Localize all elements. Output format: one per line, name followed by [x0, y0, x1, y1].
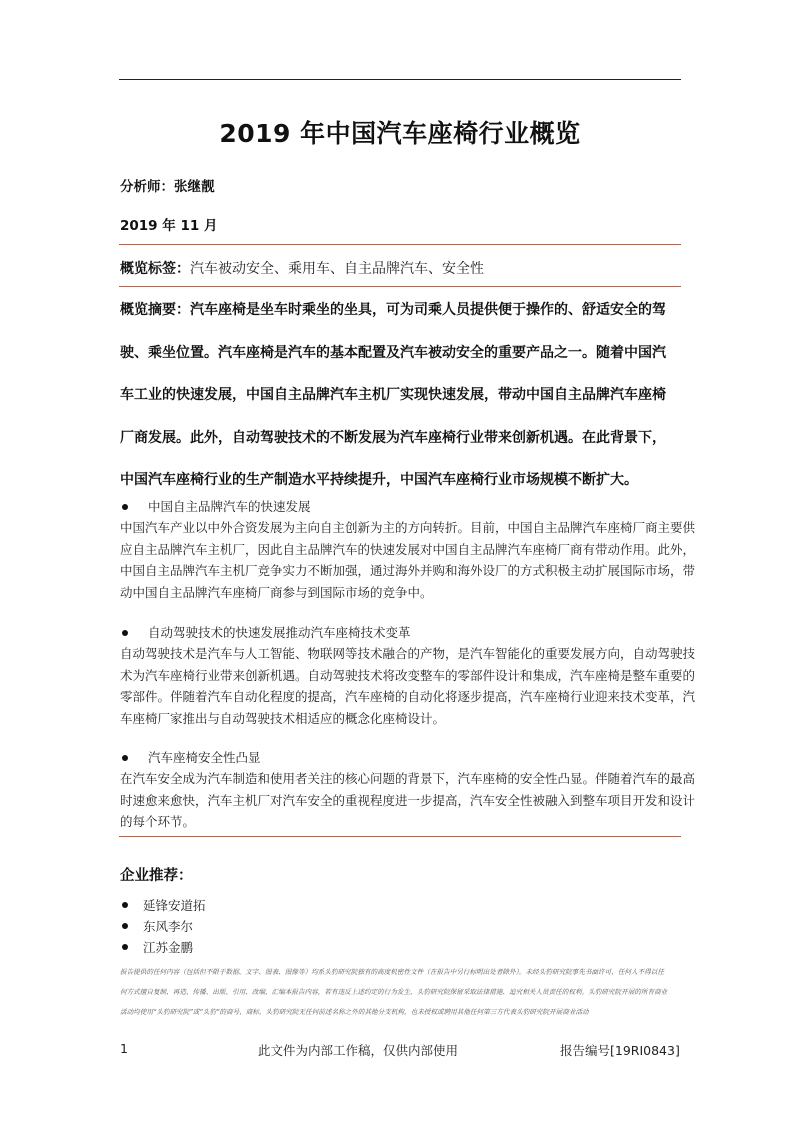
divider-rule — [119, 244, 681, 245]
bullet-icon — [122, 504, 128, 510]
company-name: 延锋安道拓 — [143, 897, 206, 913]
recommend-list — [120, 894, 206, 957]
report-number: 报告编号[19RI0843] — [560, 1043, 680, 1058]
section-autonomous-driving — [120, 622, 696, 729]
list-item — [120, 936, 206, 957]
divider-rule — [119, 836, 681, 837]
paragraph-line: 术为汽车座椅行业带来创新机遇。自动驾驶技术将改变整车的零部件设计和集成，汽车座椅是整车重要的 — [120, 667, 696, 683]
analyst: 分析师：张继靓 — [120, 179, 215, 195]
company-name: 东风李尔 — [143, 918, 194, 934]
section-heading — [120, 496, 686, 517]
section-heading-text: 自动驾驶技术的快速发展推动汽车座椅技术变革 — [148, 624, 411, 640]
section-heading — [120, 622, 686, 643]
paragraph-line: 时速愈来愈快，汽车主机厂对汽车安全的重视程度进一步提高，汽车安全性被融入到整车项目开发和设计 — [120, 792, 696, 808]
abstract-line: 中国汽车座椅行业的生产制造水平持续提升，中国汽车座椅行业市场规模不断扩大。 — [120, 472, 638, 488]
paragraph-line: 的每个环节。 — [120, 814, 196, 829]
abstract-line: 驶、乘坐位置。汽车座椅是汽车的基本配置及汽车被动安全的重要产品之一。随着中国汽 — [120, 344, 666, 361]
disclaimer-line: 何方式擅自复制、再造、传播、出版、引用、改编、汇编本报告内容，若有违反上述约定的行为发生，头豹研究院保留采取法律措施、追究相关人员责任的权利。头豹研究院开展的所有商业 — [120, 988, 668, 996]
tags-label: 概览标签： — [120, 261, 190, 277]
section-heading-text: 汽车座椅安全性凸显 — [148, 749, 261, 765]
abstract-line: 车工业的快速发展，中国自主品牌汽车主机厂实现快速发展，带动中国自主品牌汽车座椅 — [120, 387, 666, 403]
header-rule — [119, 79, 681, 80]
overview-tags — [120, 258, 484, 278]
paragraph-line: 自动驾驶技术是汽车与人工智能、物联网等技术融合的产物，是汽车智能化的重要发展方向，自动驾驶技 — [120, 646, 696, 661]
tags-value: 汽车被动安全、乘用车、自主品牌汽车、安全性 — [190, 261, 484, 277]
section-heading-text: 中国自主品牌汽车的快速发展 — [148, 498, 311, 514]
paragraph-line: 应自主品牌汽车主机厂，因此自主品牌汽车的快速发展对中国自主品牌汽车座椅厂商有带动作用。此外， — [120, 541, 696, 557]
paragraph-line: 车座椅厂家推出与自动驾驶技术相适应的概念化座椅设计。 — [120, 710, 446, 726]
bullet-icon — [122, 944, 128, 950]
bullet-icon — [122, 902, 128, 908]
abstract — [120, 296, 683, 496]
company-name: 江苏金鹏 — [143, 939, 194, 955]
list-item — [120, 915, 206, 936]
section-safety — [120, 747, 696, 833]
section-heading — [120, 747, 686, 768]
paragraph-line: 动中国自主品牌汽车座椅厂商参与到国际市场的竞争中。 — [120, 584, 433, 600]
paragraph-line: 在汽车安全成为汽车制造和使用者关注的核心问题的背景下，汽车座椅的安全性凸显。伴随着汽车的最高 — [120, 771, 696, 786]
disclaimer-line: 报告提供的任何内容（包括但不限于数据、文字、图表、图像等）均系头豹研究院独有的高度机密性文件（在报告中另行标明出处者除外）。未经头豹研究院事先书面许可，任何人不得以任 — [120, 968, 664, 976]
bullet-icon — [122, 630, 128, 636]
page-number: 1 — [120, 1041, 128, 1056]
page-title: 2019 年中国汽车座椅行业概览 — [219, 119, 581, 148]
abstract-line: 概览摘要：汽车座椅是坐车时乘坐的坐具，可为司乘人员提供便于操作的、舒适安全的驾 — [120, 302, 666, 318]
footer-notice: 此文件为内部工作稿，仅供内部使用 — [258, 1043, 459, 1058]
bullet-icon — [122, 923, 128, 929]
paragraph-line: 零部件。伴随着汽车自动化程度的提高，汽车座椅的自动化将逐步提高，汽车座椅行业迎来技术变革，汽 — [120, 689, 696, 704]
recommend-title: 企业推荐： — [120, 868, 193, 884]
paragraph-line: 中国汽车产业以中外合资发展为主向自主创新为主的方向转折。目前，中国自主品牌汽车座椅厂商主要供 — [120, 520, 696, 535]
paragraph-line: 中国自主品牌汽车主机厂竞争实力不断加强，通过海外并购和海外设厂的方式积极主动扩展国际市场，带 — [120, 563, 696, 578]
list-item — [120, 894, 206, 915]
disclaimer — [120, 962, 685, 1022]
bullet-icon — [122, 755, 128, 761]
section-domestic-brands — [120, 496, 696, 603]
divider-rule — [119, 286, 681, 287]
disclaimer-line: 活动均使用“头豹研究院”或“头豹”的商号、商标，头豹研究院无任何前述名称之外的其他分支机构，也未授权或聘用其他任何第三方代表头豹研究院开展商业活动 — [120, 1008, 589, 1016]
abstract-line: 厂商发展。此外，自动驾驶技术的不断发展为汽车座椅行业带来创新机遇。在此背景下， — [120, 429, 666, 446]
report-date: 2019 年 11 月 — [120, 218, 218, 234]
